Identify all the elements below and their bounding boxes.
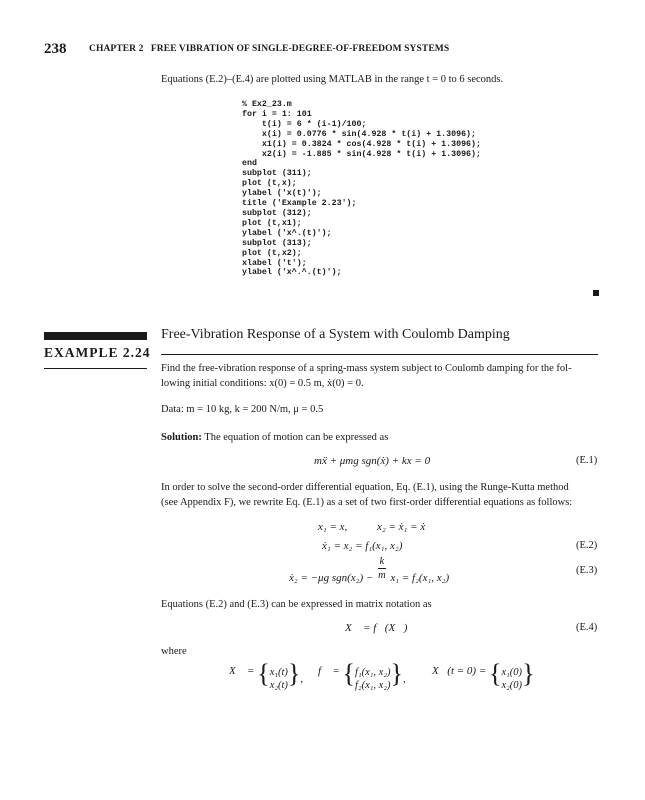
equation-e3 bbox=[289, 555, 450, 585]
code-line: subplot (311); bbox=[242, 169, 312, 179]
problem-line-1: Find the free-vibration response of a spring-mass system subject to Coulomb damping for the fol- bbox=[161, 363, 572, 374]
vector-x-name: X⃗ = bbox=[229, 665, 255, 677]
vector-x-bottom: x₂(t) bbox=[269, 680, 288, 692]
equation-e2-definitions-right: x₂ = ẋ₁ = ẋ bbox=[377, 521, 426, 533]
code-line: x2(i) = -1.885 * sin(4.928 * t(i) + 1.3096); bbox=[242, 149, 481, 159]
vector-x0-top: x₁(0) bbox=[501, 667, 523, 679]
solution-line bbox=[161, 430, 388, 445]
vector-x0-bottom: x₂(0) bbox=[501, 680, 523, 692]
code-line: plot (t,x1); bbox=[242, 218, 302, 228]
vector-f-top: f₁(x₁, x₂) bbox=[355, 667, 391, 679]
chapter-heading: CHAPTER 2 FREE VIBRATION OF SINGLE-DEGREE-OF-FREEDOM SYSTEMS bbox=[89, 44, 450, 54]
vector-f-components bbox=[355, 666, 390, 692]
fraction-denominator: m bbox=[378, 570, 386, 581]
vector-x-components bbox=[270, 666, 288, 692]
solution-text: The equation of motion can be expressed as bbox=[204, 432, 389, 443]
equation-e2: ẋ₁ = x₂ = f₁(x₁, x₂) bbox=[322, 540, 403, 552]
solution-label: Solution: bbox=[161, 432, 202, 443]
equation-number-e4: (E.4) bbox=[576, 622, 598, 633]
end-of-example-square-icon bbox=[593, 290, 599, 296]
data-line: Data: m = 10 kg, k = 200 N/m, μ = 0.5 bbox=[161, 404, 324, 415]
code-line: ylabel ('x(t)'); bbox=[242, 189, 322, 199]
code-line: plot (t,x2); bbox=[242, 248, 302, 258]
where-text: where bbox=[161, 646, 187, 657]
code-line: subplot (312); bbox=[242, 208, 312, 218]
vector-x-top: x₁(t) bbox=[269, 667, 288, 679]
page-number: 238 bbox=[44, 41, 67, 57]
equation-number-e2: (E.2) bbox=[576, 540, 598, 551]
left-brace-icon: { bbox=[489, 659, 502, 688]
left-brace-icon: { bbox=[257, 659, 270, 688]
code-line: subplot (313); bbox=[242, 238, 312, 248]
left-brace-icon: { bbox=[342, 659, 356, 688]
vector-x0-definition bbox=[432, 661, 535, 692]
right-brace-icon: } bbox=[390, 659, 403, 688]
code-line: ylabel ('x^.^.(t)'); bbox=[242, 268, 342, 278]
code-line: x1(i) = 0.3824 * cos(4.928 * t(i) + 1.3096); bbox=[242, 139, 481, 149]
code-line: for i = 1: 101 bbox=[242, 109, 312, 119]
problem-line-2: lowing initial conditions: x(0) = 0.5 m, ẋ(0) = 0. bbox=[161, 378, 364, 389]
vector-f-name: f⃗ = bbox=[318, 665, 340, 677]
example-bar bbox=[44, 332, 147, 340]
matrix-notation-text: Equations (E.2) and (E.3) can be expressed in matrix notation as bbox=[161, 599, 432, 610]
right-brace-icon: } bbox=[287, 659, 301, 688]
equation-e4: X⃗ = f⃗(X⃗) bbox=[345, 622, 408, 634]
example-title: Free-Vibration Response of a System with Coulomb Damping bbox=[161, 327, 510, 342]
code-line: plot (t,x); bbox=[242, 179, 297, 189]
right-brace-icon: } bbox=[522, 659, 535, 688]
code-line: ylabel ('x^.(t)'); bbox=[242, 228, 332, 238]
code-line: end bbox=[242, 159, 257, 169]
equation-number-e3: (E.3) bbox=[576, 565, 598, 576]
title-rule bbox=[161, 354, 598, 355]
code-line: xlabel ('t'); bbox=[242, 258, 307, 268]
example-divider bbox=[44, 368, 147, 369]
vector-x0-components bbox=[502, 666, 523, 692]
equation-e3-post: x₁ = f₂(x₁, x₂) bbox=[390, 572, 450, 585]
vector-x-definition: X⃗ = { x₁(t) x₂(t) }, bbox=[229, 659, 304, 692]
code-line: title ('Example 2.23'); bbox=[242, 199, 357, 209]
runge-kutta-text-2: (see Appendix F), we rewrite Eq. (E.1) as a set of two first-order differential equations as follows: bbox=[161, 497, 573, 508]
intro-text: Equations (E.2)–(E.4) are plotted using MATLAB in the range t = 0 to 6 seconds. bbox=[161, 74, 504, 85]
equation-e3-pre: ẋ₂ = −μg sgn(x₂) − bbox=[289, 572, 374, 585]
code-line: t(i) = 6 * (i-1)/100; bbox=[242, 119, 367, 129]
equation-e1: mẍ + μmg sgn(ẋ) + kx = 0 bbox=[314, 455, 431, 467]
equation-number-e1: (E.1) bbox=[576, 455, 598, 466]
vector-f-definition: f⃗ = { f₁(x₁, x₂) f₂(x₁, x₂) }, bbox=[318, 659, 406, 692]
code-line: x(i) = 0.0776 * sin(4.928 * t(i) + 1.3096); bbox=[242, 129, 477, 139]
fraction-numerator: k bbox=[379, 556, 385, 567]
code-line: % Ex2_23.m bbox=[242, 100, 292, 109]
vector-f-bottom: f₂(x₁, x₂) bbox=[355, 680, 391, 692]
runge-kutta-text-1: In order to solve the second-order differential equation, Eq. (E.1), using the Runge-Kutta method bbox=[161, 482, 569, 493]
equation-e3-fraction bbox=[378, 555, 386, 582]
equation-e2-definitions-left: x₁ = x, bbox=[318, 521, 348, 533]
vector-x0-name: X⃗(t = 0) = bbox=[432, 665, 487, 677]
example-label: EXAMPLE 2.24 bbox=[44, 345, 151, 360]
matlab-code-listing bbox=[242, 100, 481, 278]
